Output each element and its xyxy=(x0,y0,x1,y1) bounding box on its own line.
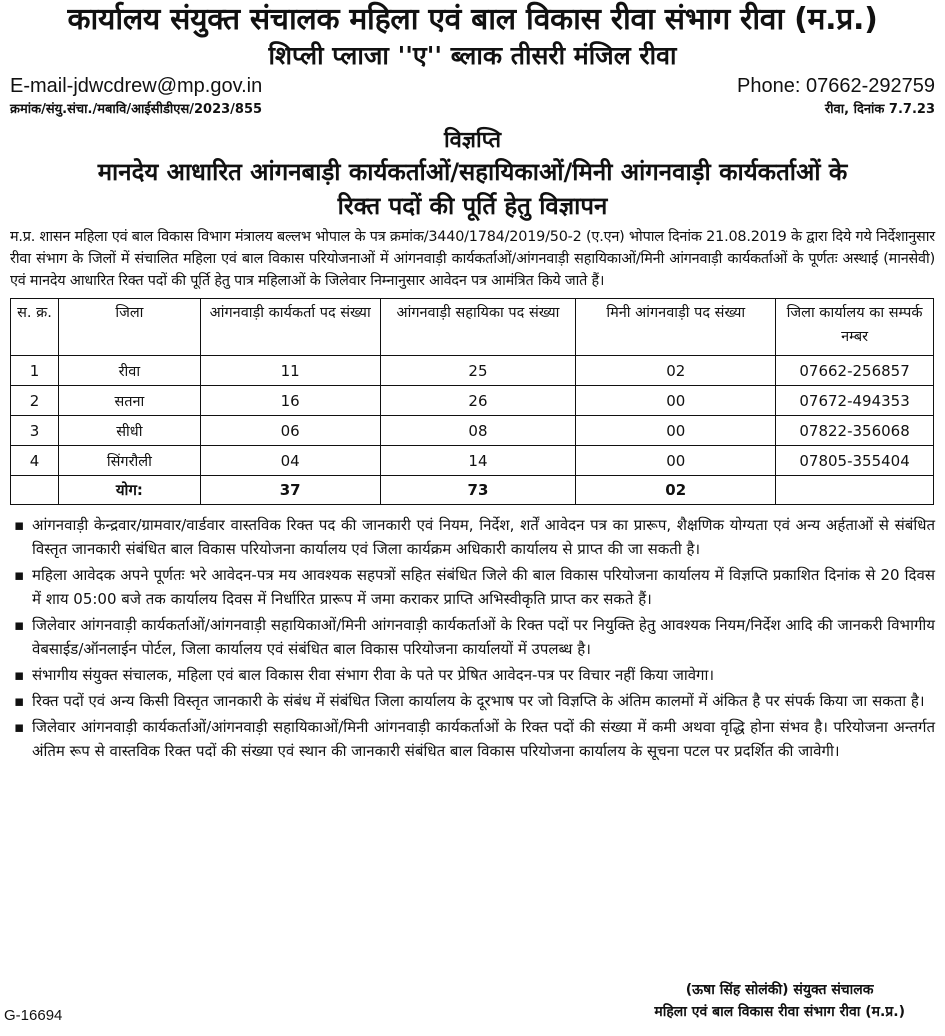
office-address: शिप्ली प्लाजा ''ए'' ब्लाक तीसरी मंजिल रीवा xyxy=(268,41,677,70)
list-item xyxy=(10,613,935,661)
notice-title: विज्ञप्ति xyxy=(443,128,502,153)
office-title: कार्यालय संयुक्त संचालक महिला एवं बाल विकास रीवा संभाग रीवा (म.प्र.) xyxy=(67,2,878,37)
cell-helper-posts: 25 xyxy=(380,356,576,386)
cell-district: रीवा xyxy=(58,356,200,386)
list-item xyxy=(10,563,935,611)
col-header-serial: स. क्र. xyxy=(11,299,59,356)
bullet-icon: ▪ xyxy=(14,516,25,534)
signature-block xyxy=(654,979,905,1023)
col-header-district: जिला xyxy=(58,299,200,356)
cell-contact: 07822-356068 xyxy=(776,416,934,446)
subject-line-1: मानदेय आधारित आंगनबाड़ी कार्यकर्ताओं/सहायिकाओं/मिनी आंगनवाड़ी कार्यकर्ताओं के xyxy=(97,158,848,186)
cell-mini-posts: 00 xyxy=(576,416,776,446)
table-row xyxy=(11,446,934,476)
cell-helper-posts: 14 xyxy=(380,446,576,476)
cell-district: सिंगरौली xyxy=(58,446,200,476)
list-item-text: रिक्त पदों एवं अन्य किसी विस्तृत जानकारी के संबंध में संबंधित जिला कार्यालय के दूरभाष पर जो विज्ञप्ति के अंतिम कालमों में अंकित है पर संपर्क किया जा सकता है। xyxy=(32,692,925,710)
table-header-row xyxy=(11,299,934,356)
release-code: G-16694 xyxy=(4,1007,63,1024)
signatory-name: (ऊषा सिंह सोलंकी) संयुक्त संचालक xyxy=(685,982,874,998)
cell-worker-posts: 16 xyxy=(200,386,380,416)
reference-line xyxy=(10,101,935,119)
cell-empty xyxy=(11,476,59,505)
list-item-text: जिलेवार आंगनवाड़ी कार्यकर्ताओं/आंगनवाड़ी सहायिकाओं/मिनी आंगनवाड़ी कार्यकर्ताओं के रिक्त पदों की संख्या में कमी अथवा वृद्धि होना संभव है। परियोजना अन्तर्गत अंतिम रूप से वास्तविक रिक्त पदों की संख्या एवं स्थान की जानकारी संबंधित बाल विकास परियोजना कार्यालय के सूचना पटल पर प्रदर्शित की जावेगी। xyxy=(32,718,935,760)
bullet-icon: ▪ xyxy=(14,566,25,584)
cell-worker-posts: 06 xyxy=(200,416,380,446)
instruction-list xyxy=(10,513,935,763)
bullet-icon: ▪ xyxy=(14,718,25,736)
list-item xyxy=(10,715,935,763)
email-text: E-mail-jdwcdrew@mp.gov.in xyxy=(10,75,263,97)
cell-serial: 1 xyxy=(11,356,59,386)
cell-mini-posts: 00 xyxy=(576,386,776,416)
subject-line-2: रिक्त पदों की पूर्ति हेतु विज्ञापन xyxy=(337,192,608,220)
total-helper-posts: 73 xyxy=(380,476,576,505)
place-date: रीवा, दिनांक 7.7.23 xyxy=(824,102,935,117)
table-row xyxy=(11,356,934,386)
table-total-row xyxy=(11,476,934,505)
cell-district: सीधी xyxy=(58,416,200,446)
reference-number: क्रमांक/संयु.संचा./मबावि/आईसीडीएस/2023/855 xyxy=(10,102,263,117)
col-header-mini-posts: मिनी आंगनवाड़ी पद संख्या xyxy=(576,299,776,356)
bullet-icon: ▪ xyxy=(14,616,25,634)
intro-paragraph: म.प्र. शासन महिला एवं बाल विकास विभाग मंत्रालय बल्लभ भोपाल के पत्र क्रमांक/3440/1784/2019/50-2 (ए.एन) भोपाल दिनांक 21.08.2019 के द्वारा दिये गये निर्देशानुसार रीवा संभाग के जिलों में संचालित महिला एवं बाल विकास परियोजनाओं में आंगनवाड़ी कार्यकर्ताओं/आंगनवाड़ी सहायिकाओं/मिनी आंगनवाड़ी कार्यकर्ताओं के पूर्णतः अस्थाई (मानसेवी) एवं मानदेय आधारित रिक्त पदों की पूर्ति हेतु पात्र महिलाओं के जिलेवार निम्नानुसार आवेदन पत्र आमंत्रित किये जाते हैं। xyxy=(10,229,935,289)
table-row xyxy=(11,416,934,446)
cell-helper-posts: 26 xyxy=(380,386,576,416)
total-label: योग: xyxy=(58,476,200,505)
list-item-text: आंगनवाड़ी केन्द्रवार/ग्रामवार/वार्डवार वास्तविक रिक्त पद की जानकारी एवं नियम, निर्देश, शर्तें आवेदन पत्र का प्रारूप, शैक्षणिक योग्यता एवं अन्य अर्हताओं से संबंधित विस्तृत जानकारी संबंधित बाल विकास परियोजना कार्यालय एवं जिला कार्यक्रम अधिकारी कार्यालय से प्राप्त की जा सकती है। xyxy=(32,516,935,558)
cell-serial: 2 xyxy=(11,386,59,416)
list-item xyxy=(10,513,935,561)
total-worker-posts: 37 xyxy=(200,476,380,505)
list-item xyxy=(10,663,935,687)
col-header-contact: जिला कार्यालय का सम्पर्क नम्बर xyxy=(776,299,934,356)
cell-serial: 3 xyxy=(11,416,59,446)
notice-subject xyxy=(30,155,915,223)
signatory-office: महिला एवं बाल विकास रीवा संभाग रीवा (म.प्र.) xyxy=(654,1004,905,1020)
advertisement-page xyxy=(0,2,945,1036)
list-item-text: महिला आवेदक अपने पूर्णतः भरे आवेदन-पत्र मय आवश्यक सहपत्रों सहित संबंधित जिले की बाल विकास परियोजना कार्यालय में विज्ञप्ति प्रकाशित दिनांक से 20 दिवस में शाय 05:00 बजे तक कार्यालय दिवस में निर्धारित प्रारूप में जमा कराकर प्राप्ति अभिस्वीकृति प्राप्त कर सकते हैं। xyxy=(32,566,935,608)
cell-helper-posts: 08 xyxy=(380,416,576,446)
contact-line xyxy=(10,74,935,98)
list-item-text: जिलेवार आंगनवाड़ी कार्यकर्ताओं/आंगनवाड़ी सहायिकाओं/मिनी आंगनवाड़ी कार्यकर्ताओं के रिक्त पदों पर नियुक्ति हेतु आवश्यक नियम/निर्देश आदि की जानकरी विभागीय वेबसाईड/ऑनलाईन पोर्टल, जिला कार्यालय एवं संबंधित बाल विकास परियोजना कार्यालयों में उपलब्ध है। xyxy=(32,616,935,658)
col-header-helper-posts: आंगनवाड़ी सहायिका पद संख्या xyxy=(380,299,576,356)
list-item xyxy=(10,689,935,713)
cell-worker-posts: 04 xyxy=(200,446,380,476)
cell-contact: 07672-494353 xyxy=(776,386,934,416)
cell-district: सतना xyxy=(58,386,200,416)
bullet-icon: ▪ xyxy=(14,666,25,684)
list-item-text: संभागीय संयुक्त संचालक, महिला एवं बाल विकास रीवा संभाग रीवा के पते पर प्रेषित आवेदन-पत्र पर विचार नहीं किया जावेगा। xyxy=(32,666,715,684)
phone-text: Phone: 07662-292759 xyxy=(737,75,935,97)
table-row xyxy=(11,386,934,416)
bullet-icon: ▪ xyxy=(14,692,25,710)
cell-worker-posts: 11 xyxy=(200,356,380,386)
vacancy-table xyxy=(10,298,934,505)
cell-empty xyxy=(776,476,934,505)
cell-mini-posts: 02 xyxy=(576,356,776,386)
cell-serial: 4 xyxy=(11,446,59,476)
cell-contact: 07805-355404 xyxy=(776,446,934,476)
cell-contact: 07662-256857 xyxy=(776,356,934,386)
total-mini-posts: 02 xyxy=(576,476,776,505)
cell-mini-posts: 00 xyxy=(576,446,776,476)
col-header-worker-posts: आंगनवाड़ी कार्यकर्ता पद संख्या xyxy=(200,299,380,356)
